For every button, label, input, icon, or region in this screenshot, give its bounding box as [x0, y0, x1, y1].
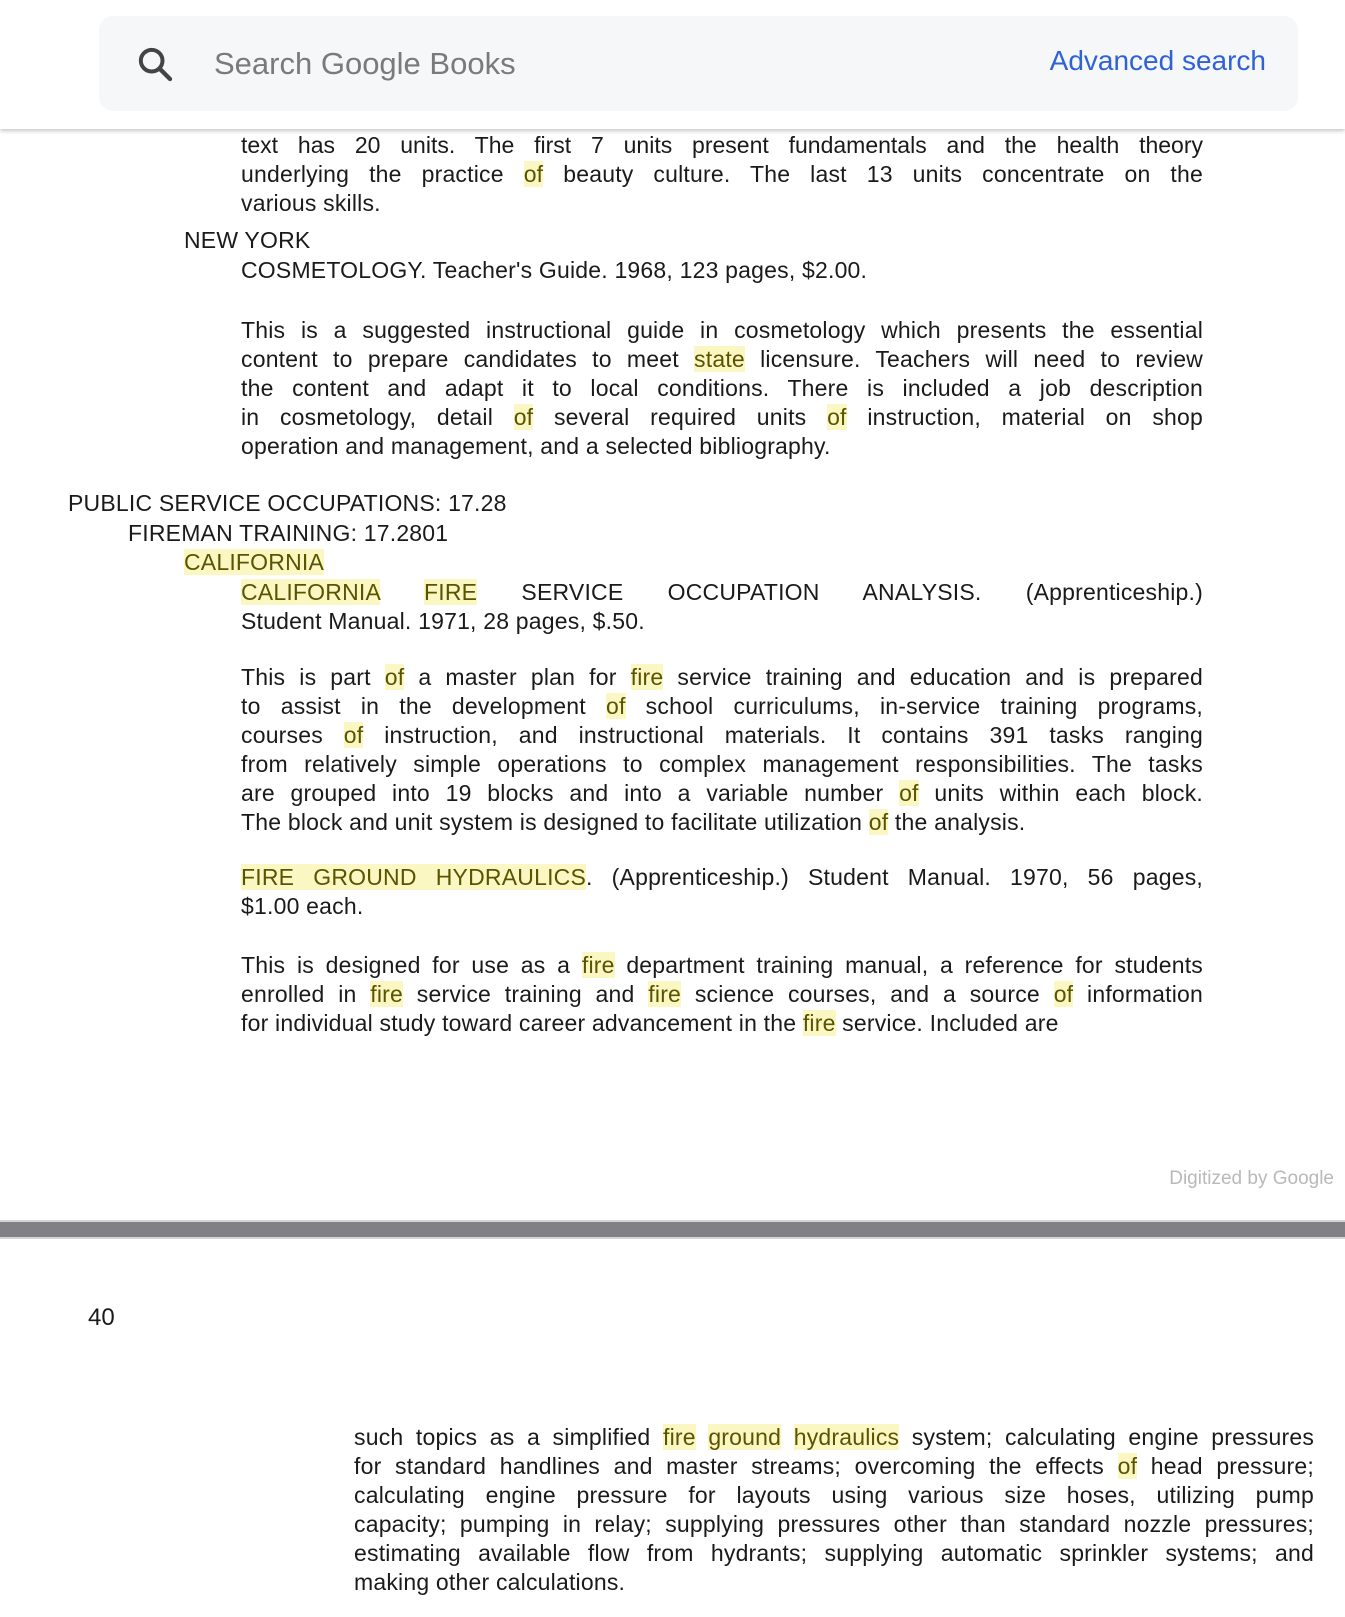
text-segment: several required units: [533, 404, 828, 430]
text-block: [184, 548, 484, 577]
text-segment: This is part: [241, 664, 385, 690]
text-segment: . (Apprenticeship.) Student Manual. 1970, 56 pages,: [586, 864, 1203, 890]
search-term-highlight: fire: [581, 952, 615, 978]
text-segment: $1.00 each.: [241, 893, 364, 919]
page-separator: [0, 1220, 1345, 1239]
search-term-highlight: of: [868, 809, 889, 835]
text-line: [354, 1423, 1314, 1452]
search-term-highlight: of: [343, 722, 364, 748]
text-block: [241, 160, 1203, 218]
text-block: [241, 951, 1203, 1038]
text-line: [241, 160, 1203, 189]
text-line: [241, 432, 1203, 461]
text-segment: a master plan for: [404, 664, 631, 690]
text-line: [241, 578, 1203, 607]
text-line: [354, 1510, 1314, 1539]
text-line: [241, 345, 1203, 374]
text-segment: the content and adapt it to local conditions. There is included a job description: [241, 375, 1203, 401]
search-term-highlight: fire: [648, 981, 682, 1007]
search-term-highlight: of: [899, 780, 919, 806]
text-line: [241, 779, 1203, 808]
text-segment: enrolled in: [241, 981, 371, 1007]
text-line: [241, 863, 1203, 892]
text-line: [184, 226, 684, 255]
text-line: [128, 519, 728, 548]
search-term-highlight: ground: [708, 1424, 782, 1450]
text-line: [241, 607, 1203, 636]
text-segment: This is a suggested instructional guide in cosmetology which presents the essential: [241, 317, 1203, 343]
text-line: [354, 1481, 1314, 1510]
text-segment: operation and management, and a selected bibliography.: [241, 433, 831, 459]
text-line: [68, 489, 768, 518]
search-term-highlight: state: [694, 346, 745, 372]
text-block: [128, 519, 728, 548]
text-segment: instruction, and instructional materials. It contains 391 tasks ranging: [363, 722, 1203, 748]
search-term-highlight: FIRE: [424, 579, 478, 605]
search-term-highlight: of: [523, 161, 544, 187]
text-segment: calculating engine pressure for layouts using various size hoses, utilizing pump: [354, 1482, 1314, 1508]
text-segment: science courses, and a source: [681, 981, 1054, 1007]
search-term-highlight: of: [1053, 981, 1074, 1007]
text-segment: school curriculums, in-service training programs,: [625, 693, 1203, 719]
text-segment: [380, 579, 424, 605]
search-term-highlight: fire: [662, 1424, 696, 1450]
text-line: [354, 1452, 1314, 1481]
text-line: [241, 1009, 1203, 1038]
text-segment: service training and: [403, 981, 649, 1007]
text-segment: content to prepare candidates to meet: [241, 346, 695, 372]
text-segment: FIREMAN TRAINING: 17.2801: [128, 520, 449, 546]
text-line: [184, 548, 484, 577]
text-segment: are grouped into 19 blocks and into a variable number: [241, 780, 900, 806]
text-segment: department training manual, a reference for students: [614, 952, 1203, 978]
text-segment: for individual study toward career advancement in the: [241, 1010, 803, 1036]
search-term-highlight: of: [513, 404, 534, 430]
text-line: [354, 1568, 1314, 1597]
text-segment: SERVICE OCCUPATION ANALYSIS. (Apprenticeship.): [477, 579, 1203, 605]
text-segment: estimating available flow from hydrants; supplying automatic sprinkler systems; and: [354, 1540, 1314, 1566]
text-block: [184, 226, 684, 255]
text-segment: system; calculating engine pressures: [899, 1424, 1314, 1450]
text-line: [241, 256, 1041, 285]
text-block: [354, 1423, 1314, 1597]
text-line: [241, 808, 1203, 837]
text-segment: beauty culture. The last 13 units concentrate on the: [543, 161, 1203, 187]
text-segment: in cosmetology, detail: [241, 404, 514, 430]
text-segment: units within each block.: [918, 780, 1203, 806]
text-line: [241, 980, 1203, 1009]
text-block: [241, 663, 1203, 837]
text-line: [241, 316, 1203, 345]
text-segment: service. Included are: [835, 1010, 1059, 1036]
text-segment: underlying the practice: [241, 161, 524, 187]
text-line: [241, 951, 1203, 980]
search-term-highlight: fire: [630, 664, 664, 690]
digitized-by-google-watermark: Digitized by Google: [1169, 1168, 1334, 1189]
search-icon[interactable]: [135, 44, 175, 84]
text-segment: such topics as a simplified: [354, 1424, 663, 1450]
text-segment: This is designed for use as a: [241, 952, 582, 978]
text-block: [241, 578, 1203, 636]
search-term-highlight: fire: [802, 1010, 836, 1036]
text-block: [241, 316, 1203, 461]
search-input[interactable]: [212, 40, 916, 88]
text-segment: instruction, material on shop: [846, 404, 1203, 430]
text-segment: capacity; pumping in relay; supplying pressures other than standard nozzle pressures;: [354, 1511, 1314, 1537]
search-term-highlight: CALIFORNIA: [184, 549, 325, 575]
text-segment: various skills.: [241, 190, 381, 216]
search-term-highlight: of: [605, 693, 626, 719]
text-block: [241, 256, 1041, 285]
search-header: [0, 0, 1345, 129]
advanced-search-link[interactable]: Advanced search: [1049, 45, 1266, 76]
text-segment: NEW YORK: [184, 227, 311, 253]
text-segment: for standard handlines and master streams; overcoming the effects: [354, 1453, 1118, 1479]
search-term-highlight: fire: [370, 981, 404, 1007]
text-segment: information: [1073, 981, 1203, 1007]
search-term-highlight: hydraulics: [793, 1424, 900, 1450]
text-segment: licensure. Teachers will need to review: [744, 346, 1203, 372]
text-block: [241, 863, 1203, 921]
text-segment: from relatively simple operations to complex management responsibilities. The tasks: [241, 751, 1203, 777]
text-segment: making other calculations.: [354, 1569, 626, 1595]
text-line: [241, 403, 1203, 432]
search-term-highlight: FIRE GROUND HYDRAULICS: [241, 864, 587, 890]
text-line: [241, 892, 1203, 921]
text-segment: COSMETOLOGY. Teacher's Guide. 1968, 123 pages, $2.00.: [241, 257, 868, 283]
text-segment: service training and education and is prepared: [663, 664, 1203, 690]
text-line: [241, 721, 1203, 750]
search-term-highlight: of: [384, 664, 405, 690]
search-term-highlight: CALIFORNIA: [241, 579, 380, 605]
text-segment: head pressure;: [1137, 1453, 1314, 1479]
cut-off-text-line: text has 20 units. The first 7 units present fundamentals and the health theory: [241, 132, 1203, 158]
text-segment: courses: [241, 722, 344, 748]
text-segment: the analysis.: [888, 809, 1026, 835]
search-bar: [99, 16, 1298, 111]
text-line: [241, 189, 1203, 218]
page-number: 40: [88, 1304, 115, 1331]
text-segment: Student Manual. 1971, 28 pages, $.50.: [241, 608, 645, 634]
text-line: [241, 692, 1203, 721]
text-line: [241, 663, 1203, 692]
text-segment: PUBLIC SERVICE OCCUPATIONS: 17.28: [68, 490, 507, 516]
search-term-highlight: of: [827, 404, 847, 430]
text-line: [354, 1539, 1314, 1568]
text-line: [241, 374, 1203, 403]
text-segment: [696, 1424, 709, 1450]
search-term-highlight: of: [1117, 1453, 1138, 1479]
text-segment: The block and unit system is designed to facilitate utilization: [241, 809, 869, 835]
text-block: [68, 489, 768, 518]
text-segment: to assist in the development: [241, 693, 606, 719]
text-line: [241, 750, 1203, 779]
text-segment: [781, 1424, 794, 1450]
